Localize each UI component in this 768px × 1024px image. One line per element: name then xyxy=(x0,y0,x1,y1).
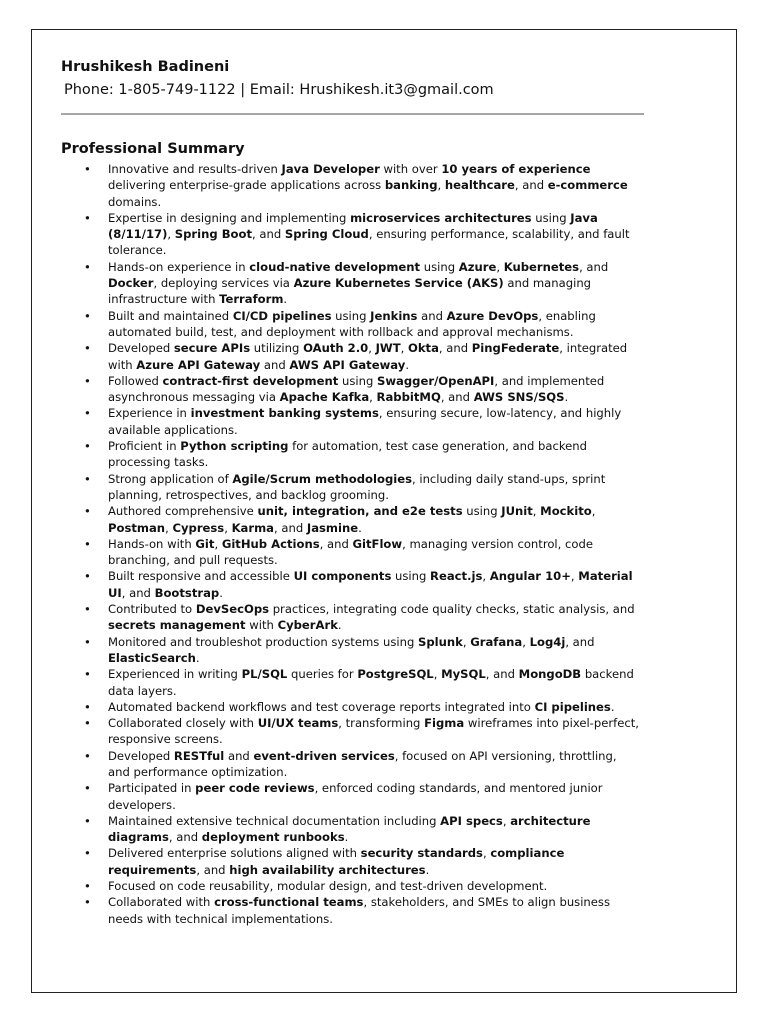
bullet-text: for automation, test case generation, and backend processing tasks. xyxy=(108,439,587,470)
bullet-text: Hands-on with xyxy=(108,536,196,551)
bullet-text: using xyxy=(462,504,502,519)
bullet-bold-text: Splunk xyxy=(418,634,463,649)
bullet-text: utilizing xyxy=(250,341,304,356)
bullet-icon: • xyxy=(84,308,91,323)
bullet-text: , xyxy=(437,178,445,193)
bullet-text: using xyxy=(338,373,377,388)
summary-bullet xyxy=(61,503,641,536)
bullet-bold-text: PostgreSQL xyxy=(357,667,434,682)
bullet-bold-text: contract-first development xyxy=(162,373,339,388)
bullet-bold-text: compliance requirements xyxy=(108,846,565,877)
summary-bullet xyxy=(61,601,641,634)
bullet-text: Experience in xyxy=(108,406,191,421)
bullet-text: and xyxy=(260,357,290,372)
bullet-bold-text: DevSecOps xyxy=(195,602,270,617)
bullet-text: , xyxy=(433,667,442,682)
bullet-bold-text: React.js xyxy=(430,569,483,584)
bullet-bold-text: CI/CD pipelines xyxy=(232,308,332,323)
bullet-text: Hands-on experience in xyxy=(108,259,250,274)
bullet-bold-text: high availability architectures xyxy=(229,862,426,877)
bullet-bold-text: MongoDB xyxy=(518,667,582,682)
bullet-text: , xyxy=(522,634,530,649)
summary-bullet xyxy=(61,813,641,846)
bullet-text: wireframes into pixel-perfect, responsive screens. xyxy=(108,716,639,747)
bullet-text: Collaborated closely with xyxy=(108,716,258,731)
bullet-text: using xyxy=(391,569,431,584)
summary-bullet xyxy=(61,259,641,308)
bullet-bold-text: JWT xyxy=(375,341,401,356)
bullet-icon: • xyxy=(84,895,91,910)
bullet-bold-text: Git xyxy=(195,536,215,551)
bullet-bold-text: AWS API Gateway xyxy=(289,357,406,372)
bullet-text: , stakeholders, and SMEs to align business needs with technical implementations. xyxy=(108,895,610,926)
bullet-bold-text: Docker xyxy=(108,276,154,291)
bullet-text: domains. xyxy=(108,194,162,209)
bullet-text: , and xyxy=(485,667,519,682)
bullet-text: , xyxy=(496,259,504,274)
bullet-bold-text: RESTful xyxy=(173,748,225,763)
bullet-text: using xyxy=(331,308,371,323)
bullet-bold-text: Spring Cloud xyxy=(284,227,369,242)
bullet-text: , and xyxy=(514,178,548,193)
bullet-text: Experienced in writing xyxy=(108,667,242,682)
bullet-bold-text: Jenkins xyxy=(370,308,418,323)
bullet-bold-text: Java Developer xyxy=(281,162,380,176)
bullet-text: , xyxy=(482,569,490,584)
bullet-text: Contributed to xyxy=(108,602,196,617)
bullet-bold-text: CI pipelines xyxy=(534,699,611,714)
bullet-text: Innovative and results-driven xyxy=(108,162,282,176)
bullet-text: queries for xyxy=(287,667,358,682)
bullet-text: , and xyxy=(274,520,307,535)
bullet-bold-text: secrets management xyxy=(108,618,246,633)
bullet-text: . xyxy=(425,862,430,877)
bullet-text: Maintained extensive technical documentation including xyxy=(108,813,441,828)
bullet-bold-text: PL/SQL xyxy=(241,667,288,682)
bullet-bold-text: Material UI xyxy=(108,569,633,600)
bullet-icon: • xyxy=(84,813,91,828)
bullet-bold-text: Azure DevOps xyxy=(446,308,539,323)
bullet-text: with over xyxy=(379,162,442,176)
bullet-text: Followed xyxy=(108,373,163,388)
bullet-bold-text: Bootstrap xyxy=(154,585,220,600)
summary-bullet xyxy=(61,536,641,569)
bullet-bold-text: Log4j xyxy=(529,634,566,649)
bullet-text: , xyxy=(482,846,491,861)
bullet-text: , and xyxy=(440,390,474,405)
bullet-text: , xyxy=(224,520,232,535)
bullet-text: using xyxy=(420,259,459,274)
bullet-text: , and xyxy=(168,830,202,845)
bullet-text: , and xyxy=(252,227,285,242)
bullet-bold-text: peer code reviews xyxy=(195,781,315,796)
bullet-bold-text: 10 years of experience xyxy=(441,162,591,176)
bullet-icon: • xyxy=(84,210,91,225)
bullet-bold-text: GitFlow xyxy=(352,536,403,551)
bullet-text: Expertise in designing and implementing xyxy=(108,210,351,225)
bullet-text: Developed xyxy=(108,748,174,763)
bullet-bold-text: Kubernetes xyxy=(503,259,580,274)
bullet-icon: • xyxy=(84,667,91,682)
bullet-text: with xyxy=(245,618,278,633)
bullet-bold-text: architecture diagrams xyxy=(108,813,591,845)
bullet-bold-text: security standards xyxy=(360,846,483,861)
bullet-bold-text: API specs xyxy=(440,813,503,828)
summary-bullet xyxy=(61,699,641,715)
bullet-icon: • xyxy=(84,781,91,796)
summary-bullet xyxy=(61,471,641,504)
section-title-professional-summary: Professional Summary xyxy=(61,141,245,157)
bullet-bold-text: Azure API Gateway xyxy=(136,357,261,372)
bullet-icon: • xyxy=(84,373,91,388)
bullet-text: . xyxy=(358,520,362,535)
bullet-icon: • xyxy=(84,259,91,274)
bullet-icon: • xyxy=(84,634,91,649)
bullet-bold-text: secure APIs xyxy=(173,341,251,356)
bullet-text: , xyxy=(400,341,408,356)
bullet-bold-text: investment banking systems xyxy=(190,406,379,421)
bullet-text: , and xyxy=(438,341,472,356)
bullet-text: , managing version control, code branching, and pull requests. xyxy=(108,536,593,568)
bullet-bold-text: OAuth 2.0 xyxy=(303,341,369,356)
bullet-bold-text: microservices architectures xyxy=(350,210,532,225)
bullet-text: Built responsive and accessible xyxy=(108,569,294,584)
summary-bullet xyxy=(61,405,641,438)
bullet-bold-text: cloud-native development xyxy=(249,259,421,274)
bullet-text: practices, integrating code quality checks, static analysis, and xyxy=(269,602,635,617)
bullet-bold-text: AWS SNS/SQS xyxy=(473,390,565,405)
bullet-bold-text: event-driven services xyxy=(253,748,395,763)
bullet-text: , xyxy=(369,390,377,405)
bullet-icon: • xyxy=(84,341,91,356)
bullet-bold-text: Postman xyxy=(108,520,166,535)
bullet-text: , integrated with xyxy=(108,341,628,372)
bullet-text: , xyxy=(532,504,541,519)
bullet-text: Focused on code reusability, modular design, and test-driven development. xyxy=(108,879,548,894)
bullet-bold-text: banking xyxy=(384,178,438,193)
bullet-text: Delivered enterprise solutions aligned with xyxy=(108,846,361,861)
bullet-text: , transforming xyxy=(338,716,425,731)
bullet-bold-text: Apache Kafka xyxy=(279,390,370,405)
bullet-icon: • xyxy=(84,879,91,894)
summary-bullet xyxy=(61,780,641,813)
bullet-text: , enabling automated build, test, and deployment with rollback and approval mechanisms. xyxy=(108,308,596,339)
bullet-text: . xyxy=(610,699,615,714)
bullet-bold-text: Mockito xyxy=(540,504,592,519)
bullet-icon: • xyxy=(84,846,91,861)
bullet-text: , including daily stand-ups, sprint planning, retrospectives, and backlog grooming. xyxy=(108,471,606,502)
bullet-icon: • xyxy=(84,569,91,584)
bullet-bold-text: JUnit xyxy=(501,504,533,519)
bullet-bold-text: Swagger/OpenAPI xyxy=(377,373,495,388)
bullet-bold-text: Cypress xyxy=(172,520,225,535)
bullet-bold-text: MySQL xyxy=(441,667,486,682)
bullet-text: , xyxy=(570,569,579,584)
bullet-icon: • xyxy=(84,748,91,763)
bullet-text: , xyxy=(214,536,222,551)
bullet-bold-text: RabbitMQ xyxy=(376,390,441,405)
bullet-icon: • xyxy=(84,602,91,617)
candidate-name: Hrushikesh Badineni xyxy=(61,59,230,75)
bullet-text: Built and maintained xyxy=(108,308,233,323)
bullet-text: , and xyxy=(579,259,609,274)
bullet-icon: • xyxy=(84,471,91,486)
professional-summary-list xyxy=(61,161,641,927)
bullet-text: Strong application of xyxy=(108,471,233,486)
bullet-text: , ensuring performance, scalability, and fault tolerance. xyxy=(108,227,630,258)
bullet-bold-text: Java (8/11/17) xyxy=(108,210,598,242)
summary-bullet xyxy=(61,666,641,699)
bullet-text: Automated backend workflows and test coverage reports integrated into xyxy=(108,699,535,714)
bullet-bold-text: UI components xyxy=(293,569,392,584)
bullet-text: , focused on API versioning, throttling, and performance optimization. xyxy=(108,748,617,779)
bullet-bold-text: PingFederate xyxy=(471,341,560,356)
bullet-text: Monitored and troubleshot production systems using xyxy=(108,634,418,649)
summary-bullet xyxy=(61,878,641,894)
summary-bullet xyxy=(61,373,641,406)
bullet-text: , ensuring secure, low-latency, and highly available applications. xyxy=(108,406,622,437)
bullet-text: Collaborated with xyxy=(108,895,215,910)
bullet-text: and xyxy=(417,308,447,323)
summary-bullet xyxy=(61,340,641,373)
summary-bullet xyxy=(61,894,641,927)
bullet-text: . xyxy=(405,357,410,372)
bullet-text: , xyxy=(165,520,173,535)
bullet-bold-text: Karma xyxy=(231,520,275,535)
bullet-text: , xyxy=(502,813,511,828)
bullet-text: , and xyxy=(121,585,155,600)
bullet-text: . xyxy=(337,618,342,633)
bullet-text: , deploying services via xyxy=(153,276,294,291)
bullet-bold-text: Azure xyxy=(458,259,497,274)
bullet-bold-text: deployment runbooks xyxy=(201,830,345,845)
bullet-text: , xyxy=(462,634,471,649)
bullet-text: . xyxy=(219,585,223,600)
bullet-bold-text: Grafana xyxy=(470,634,523,649)
bullet-bold-text: ElasticSearch xyxy=(108,650,196,665)
bullet-text: , enforced coding standards, and mentored junior developers. xyxy=(108,781,603,812)
bullet-bold-text: Angular 10+ xyxy=(489,569,571,584)
bullet-bold-text: CyberArk xyxy=(277,618,338,633)
bullet-icon: • xyxy=(84,504,91,519)
summary-bullet xyxy=(61,308,641,341)
bullet-text: and managing infrastructure with xyxy=(108,276,592,307)
bullet-text: , and xyxy=(565,634,595,649)
summary-bullet xyxy=(61,748,641,781)
bullet-text: Proficient in xyxy=(108,439,181,454)
summary-bullet xyxy=(61,845,641,878)
bullet-text: . xyxy=(564,390,569,405)
bullet-icon: • xyxy=(84,536,91,551)
bullet-text: Authored comprehensive xyxy=(108,504,258,519)
bullet-bold-text: e-commerce xyxy=(547,178,628,193)
bullet-bold-text: GitHub Actions xyxy=(221,536,320,551)
bullet-text: delivering enterprise-grade applications across xyxy=(108,178,385,193)
bullet-text: using xyxy=(531,210,571,225)
bullet-text: . xyxy=(344,830,349,845)
contact-line: Phone: 1-805-749-1122 | Email: Hrushikesh.it3@gmail.com xyxy=(64,82,494,98)
bullet-text: , xyxy=(591,504,596,519)
bullet-icon: • xyxy=(84,699,91,714)
bullet-text: , and xyxy=(319,536,353,551)
bullet-icon: • xyxy=(84,439,91,454)
bullet-text: , and xyxy=(196,862,230,877)
summary-bullet xyxy=(61,715,641,748)
bullet-text: Developed xyxy=(108,341,174,356)
bullet-text: backend data layers. xyxy=(108,667,634,698)
summary-bullet xyxy=(61,161,641,210)
bullet-icon: • xyxy=(84,406,91,421)
bullet-bold-text: Python scripting xyxy=(180,439,289,454)
summary-bullet xyxy=(61,634,641,667)
summary-bullet xyxy=(61,438,641,471)
bullet-bold-text: Jasmine xyxy=(306,520,359,535)
bullet-bold-text: Spring Boot xyxy=(174,227,253,242)
bullet-bold-text: Agile/Scrum methodologies xyxy=(232,471,412,486)
bullet-bold-text: Azure Kubernetes Service (AKS) xyxy=(293,276,504,291)
bullet-text: Participated in xyxy=(108,781,196,796)
bullet-text: . xyxy=(195,650,200,665)
bullet-bold-text: cross-functional teams xyxy=(214,895,364,910)
summary-bullet xyxy=(61,568,641,601)
bullet-bold-text: Figma xyxy=(424,716,465,731)
bullet-text: , and implemented asynchronous messaging via xyxy=(108,373,605,405)
bullet-icon: • xyxy=(84,716,91,731)
bullet-bold-text: healthcare xyxy=(444,178,515,193)
bullet-bold-text: Okta xyxy=(407,341,439,356)
bullet-text: , xyxy=(368,341,376,356)
bullet-text: and xyxy=(224,748,254,763)
summary-bullet xyxy=(61,210,641,259)
bullet-text: , xyxy=(167,227,175,242)
header-divider xyxy=(61,113,644,115)
bullet-bold-text: UI/UX teams xyxy=(257,716,339,731)
bullet-bold-text: unit, integration, and e2e tests xyxy=(257,504,463,519)
bullet-bold-text: Terraform xyxy=(219,292,284,307)
bullet-text: . xyxy=(283,292,288,307)
bullet-icon: • xyxy=(84,162,91,176)
